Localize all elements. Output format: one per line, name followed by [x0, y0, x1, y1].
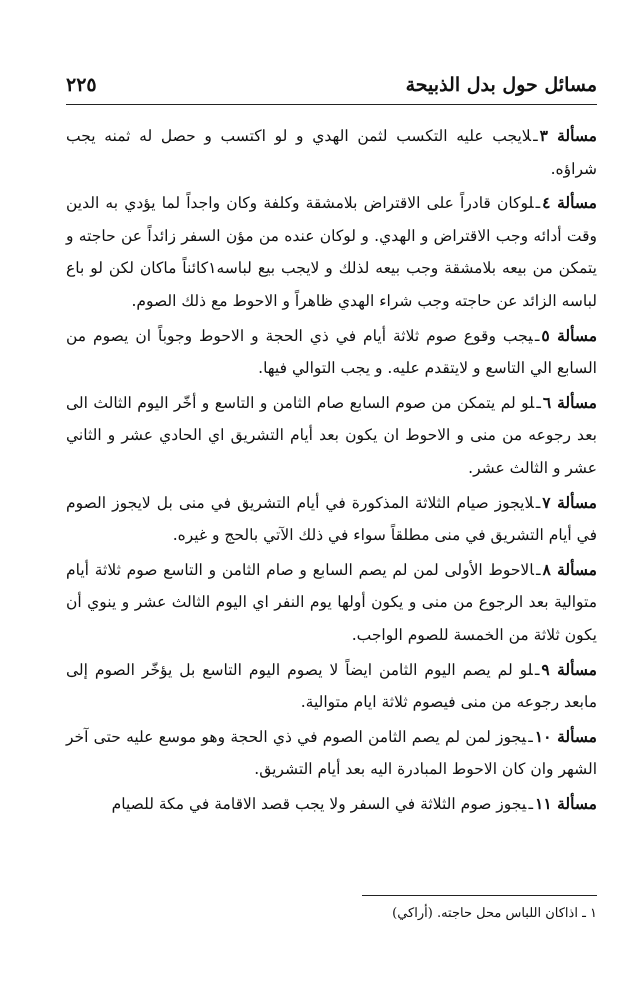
page-header	[66, 68, 597, 102]
header-rule	[66, 104, 597, 105]
masala-label: مسألة ٩	[541, 659, 597, 679]
masala-text: لايجب عليه التكسب لثمن الهدي و لو اكتسب و حصل له ثمنه يجب شراؤه.	[66, 127, 597, 178]
paragraph-masala-3: مسألة ٣ـلايجب عليه التكسب لثمن الهدي و لو اكتسب و حصل له ثمنه يجب شراؤه.	[66, 126, 597, 178]
masala-text: لو لم يتمكن من صوم السابع صام الثامن و التاسع و أخّر اليوم الثالث الى بعد رجوعه من منى و الاحوط ان يكون بعد أيام التشريق اي الحادي عشر و الثاني عشر و الثالث عشر.	[66, 393, 597, 477]
footnote: ١ ـ اذاكان اللباس محل حاجته. (أراكي)	[392, 906, 597, 921]
masala-label: مسألة ١١	[535, 793, 597, 813]
masala-label: مسألة ٣	[539, 126, 597, 145]
page-number: ٢٢٥	[66, 74, 97, 96]
masala-text: يجب وقوع صوم ثلاثة أيام في ذي الحجة و الاحوط وجوباً ان يصوم من السابع الي التاسع و لايتقدم عليه. و يجب التوالي فيها.	[66, 326, 597, 378]
paragraph-masala-4: مسألة ٤ـلوكان قادراً على الاقتراض بلامشقة وكلفة وكان واجداً لما يؤدي به الدين وقت أدائه وجب الاقتراض و الهدي. و لوكان عنده من مؤن السفر زائداً عن حاجته و يتمكن من بيعه بلامشقة وجب بيعه لذلك و لايجب بيع لباسه١كائناً ماكان لكن لو باع لباسه الزائد عن حاجته وجب شراء الهدي ظاهراً و الاحوط مع ذلك الصوم.	[66, 193, 597, 310]
footnote-rule	[362, 895, 597, 896]
masala-label: مسألة ٤	[542, 193, 597, 213]
paragraph-masala-8: مسألة ٨ـالاحوط الأولى لمن لم يصم السابع و صام الثامن و التاسع صوم ثلاثة أيام متوالية بعد الرجوع من منى و يكون أولها يوم النفر اي اليوم الثالث عشر و ينوي أن يكون ثلاثة من الخمسة للصوم الواجب.	[66, 559, 597, 644]
masala-text: يجوز لمن لم يصم الثامن الصوم في ذي الحجة وهو موسع عليه حتى آخر الشهر وان كان الاحوط المبادرة اليه بعد أيام التشريق.	[66, 727, 597, 779]
masala-label: مسألة ١٠	[534, 726, 597, 746]
paragraph-masala-9: مسألة ٩ـلو لم يصم اليوم الثامن ايضاً لا يصوم اليوم التاسع بل يؤخّر الصوم إلى مابعد رجوعه من منى فيصوم ثلاثة ايام متوالية.	[66, 659, 597, 712]
masala-label: مسألة ٧	[542, 492, 597, 512]
page-body	[66, 120, 597, 820]
masala-text: يجوز صوم الثلاثة في السفر ولا يجب قصد الاقامة في مكة للصيام	[111, 794, 527, 813]
masala-text: لايجوز صيام الثلاثة المذكورة في أيام التشريق في منى بل لايجوز الصوم في أيام التشريق في منى مطلقاً سواء في ذلك الآتي بالحج و غيره.	[66, 493, 597, 545]
masala-label: مسألة ٦	[542, 392, 597, 412]
paragraph-masala-7: مسألة ٧ـلايجوز صيام الثلاثة المذكورة في أيام التشريق في منى بل لايجوز الصوم في أيام التشريق في منى مطلقاً سواء في ذلك الآتي بالحج و غيره.	[66, 492, 597, 545]
masala-text: لوكان قادراً على الاقتراض بلامشقة وكلفة وكان واجداً لما يؤدي به الدين وقت أدائه وجب الاقتراض و الهدي. و لوكان عنده من مؤن السفر زائداً عن حاجته و يتمكن من بيعه بلامشقة وجب بيعه لذلك و لايجب بيع لباسه١كائناً ماكان لكن لو باع لباسه الزائد عن حاجته وجب شراء الهدي ظاهراً و الاحوط مع ذلك الصوم.	[66, 194, 597, 310]
masala-text: لو لم يصم اليوم الثامن ايضاً لا يصوم اليوم التاسع بل يؤخّر الصوم إلى مابعد رجوعه من منى فيصوم ثلاثة ايام متوالية.	[66, 660, 597, 712]
masala-label: مسألة ٨	[542, 559, 597, 579]
paragraph-masala-11: مسألة ١١ـيجوز صوم الثلاثة في السفر ولا يجب قصد الاقامة في مكة للصيام	[111, 793, 597, 813]
masala-text: الاحوط الأولى لمن لم يصم السابع و صام الثامن و التاسع صوم ثلاثة أيام متوالية بعد الرجوع من منى و يكون أولها يوم النفر اي اليوم الثالث عشر و ينوي أن يكون ثلاثة من الخمسة للصوم الواجب.	[66, 560, 597, 644]
paragraph-masala-6: مسألة ٦ـلو لم يتمكن من صوم السابع صام الثامن و التاسع و أخّر اليوم الثالث الى بعد رجوعه من منى و الاحوط ان يكون بعد أيام التشريق اي الحادي عشر و الثاني عشر و الثالث عشر.	[66, 392, 597, 477]
masala-label: مسألة ٥	[541, 325, 597, 345]
running-title: مسائل حول بدل الذبيحة	[405, 74, 597, 96]
paragraph-masala-5: مسألة ٥ـيجب وقوع صوم ثلاثة أيام في ذي الحجة و الاحوط وجوباً ان يصوم من السابع الي التاسع و لايتقدم عليه. و يجب التوالي فيها.	[66, 325, 597, 378]
paragraph-masala-10: مسألة ١٠ـيجوز لمن لم يصم الثامن الصوم في ذي الحجة وهو موسع عليه حتى آخر الشهر وان كان الاحوط المبادرة اليه بعد أيام التشريق.	[66, 726, 597, 779]
